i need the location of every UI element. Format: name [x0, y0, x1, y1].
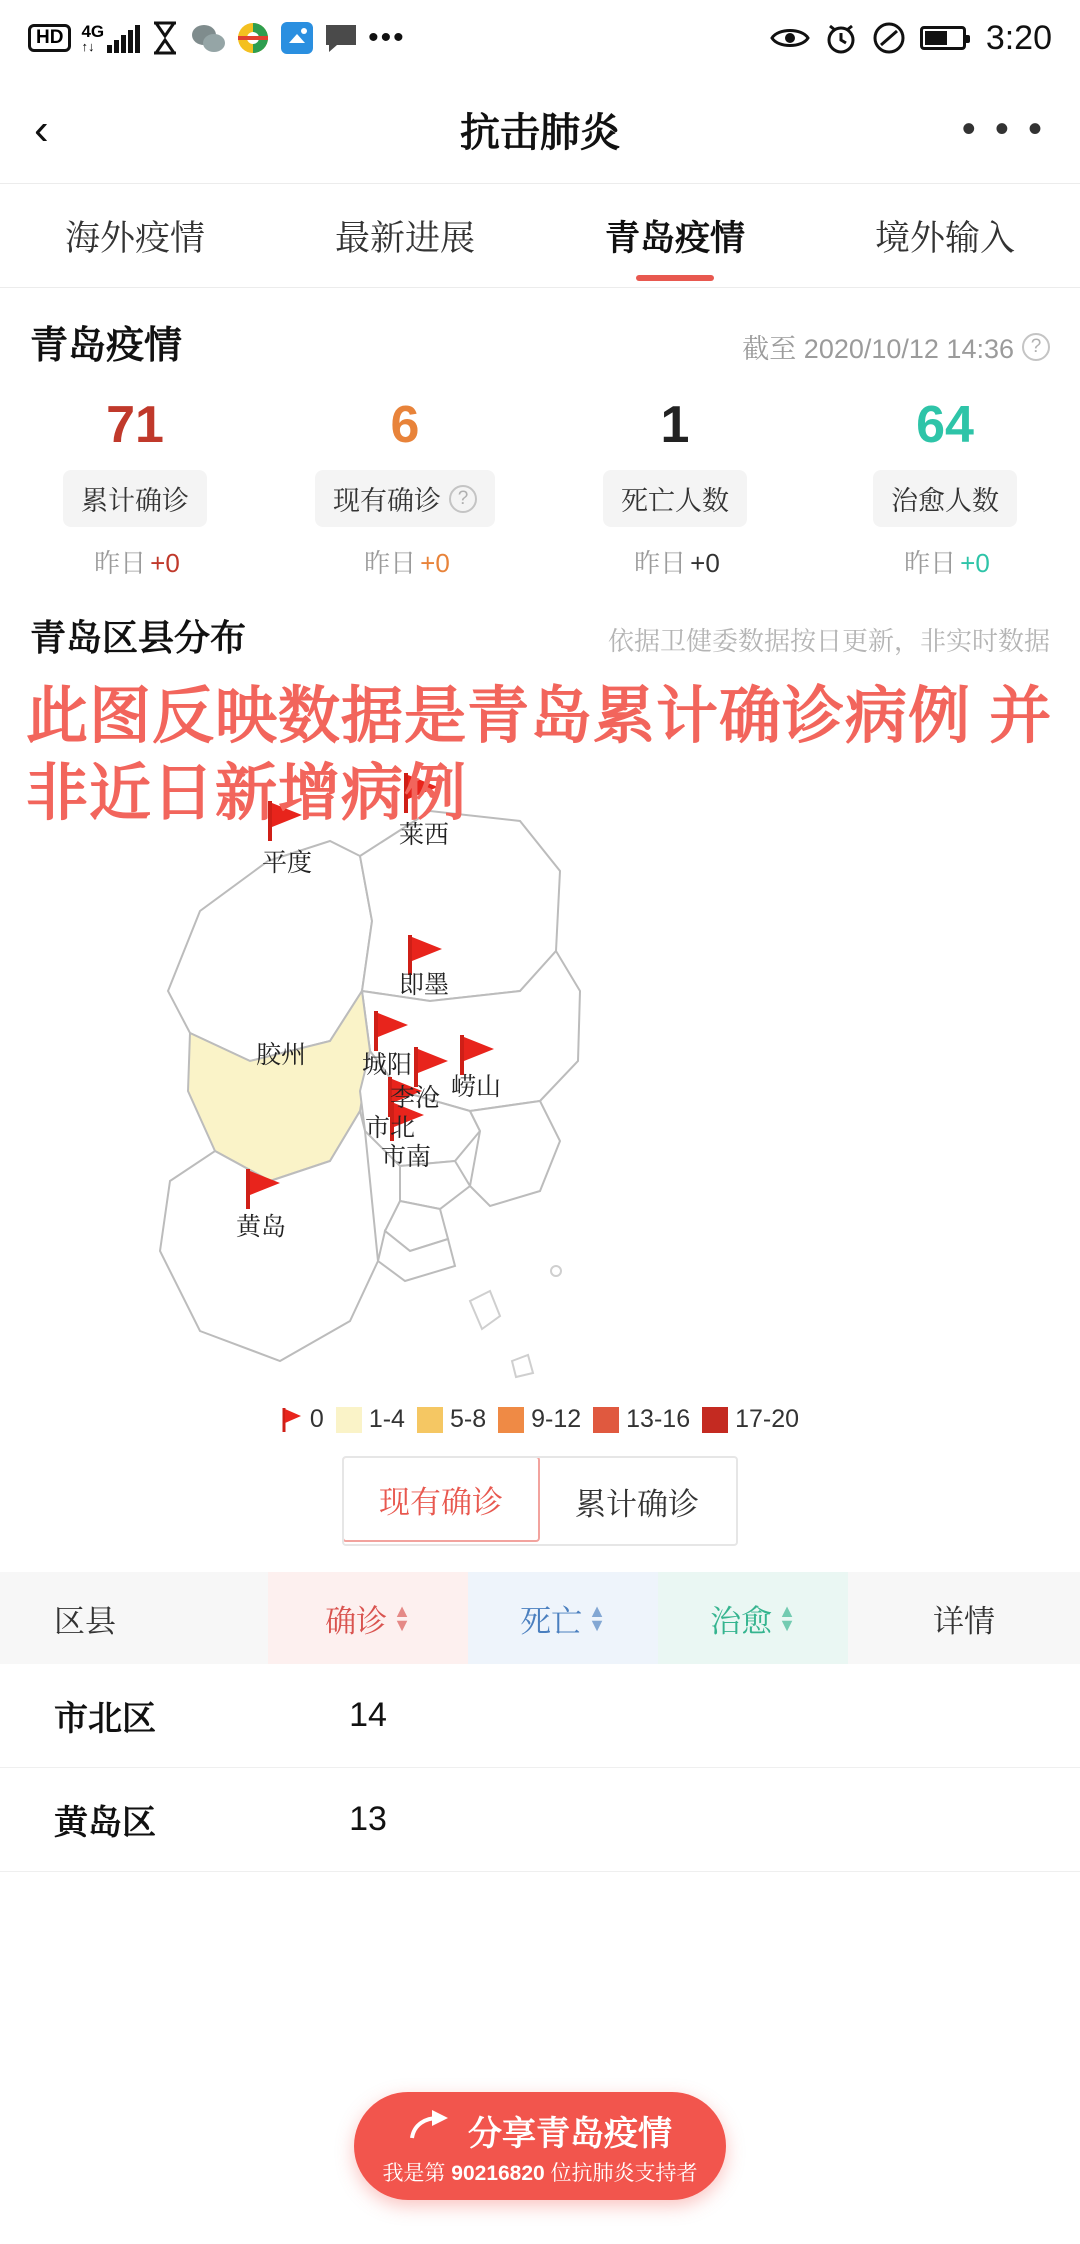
column-header-confirmed[interactable] [268, 1572, 468, 1664]
updated-text: 截至 2020/10/12 14:36 [742, 334, 1014, 364]
map-label-shinan: 市南 [380, 1143, 432, 1172]
stat-label-text: 治愈人数 [891, 486, 999, 517]
table-row[interactable] [0, 1664, 1080, 1768]
section-title: 青岛疫情 [30, 325, 183, 367]
more-dots-icon: ••• [368, 21, 406, 54]
cell-confirmed: 14 [349, 1696, 387, 1735]
map-legend [0, 1405, 1080, 1434]
tab-label: 最新进展 [334, 218, 475, 258]
district-table [0, 1572, 1080, 1872]
signal-updown: ↑↓ [81, 39, 95, 54]
alarm-clock-icon [824, 21, 858, 55]
wechat-icon [190, 22, 226, 54]
map-label-chengyang: 城阳 [361, 1051, 413, 1080]
app-icon [280, 21, 314, 55]
legend-swatch [417, 1407, 443, 1433]
table-row[interactable] [0, 1768, 1080, 1872]
map-label-huangdao: 黄岛 [235, 1213, 287, 1242]
more-options-button[interactable]: • • • [961, 107, 1046, 151]
legend-swatch [593, 1407, 619, 1433]
legend-label: 13-16 [626, 1405, 691, 1434]
stat-value: 64 [916, 396, 974, 454]
status-time: 3:20 [985, 18, 1052, 57]
stat-label [603, 470, 747, 527]
browser-icon [236, 21, 270, 55]
stat-label [63, 470, 207, 527]
map-note: 依据卫健委数据按日更新，非实时数据 [607, 626, 1050, 657]
tab-imported[interactable] [810, 184, 1080, 287]
toggle-current-confirmed[interactable]: 现有确诊 [342, 1456, 540, 1542]
column-header-cured[interactable] [658, 1572, 848, 1664]
header-label: 死亡 [520, 1603, 583, 1639]
delta-prefix: 昨日 [634, 548, 687, 579]
sort-icon[interactable]: ▲ ▼ [778, 1600, 796, 1636]
sort-icon[interactable]: ▲ ▼ [588, 1600, 606, 1636]
stats-row [0, 379, 1080, 596]
share-sub-prefix: 我是第 [382, 2161, 452, 2185]
delta-value: +0 [690, 548, 720, 579]
column-header-detail: 详情 [933, 1603, 995, 1639]
delta-value: +0 [420, 548, 450, 579]
tab-bar [0, 184, 1080, 288]
map-label-jiaozhou: 胶州 [255, 1041, 307, 1070]
legend-swatch [702, 1407, 728, 1433]
map-label-laixi: 莱西 [398, 821, 450, 850]
stat-deaths [540, 397, 810, 580]
map-label-jimo: 即墨 [398, 971, 450, 1000]
signal-label: 4G [81, 22, 105, 41]
message-icon [324, 22, 358, 54]
cell-district: 黄岛区 [54, 1804, 156, 1843]
signal-bars-icon [107, 25, 140, 53]
nav-bar [0, 76, 1080, 184]
map-container[interactable] [0, 661, 1080, 1401]
legend-label: 0 [309, 1405, 324, 1434]
help-icon[interactable]: ? [1022, 333, 1050, 361]
map-mode-toggle[interactable] [342, 1456, 738, 1546]
legend-item-3 [498, 1405, 581, 1434]
stat-label [873, 470, 1017, 527]
back-button[interactable]: ‹ [34, 104, 49, 154]
legend-item-1 [336, 1405, 405, 1434]
table-header-row [0, 1572, 1080, 1664]
tab-latest[interactable] [270, 184, 540, 287]
map-flag-huangdao[interactable] [242, 1167, 284, 1211]
stat-current-confirmed [270, 397, 540, 580]
delta-prefix: 昨日 [904, 548, 957, 579]
share-sub-suffix: 位抗肺炎支持者 [544, 2161, 698, 2185]
delta-prefix: 昨日 [94, 548, 147, 579]
map-header [0, 596, 1080, 661]
stat-delta [540, 543, 810, 580]
stat-total-confirmed [0, 397, 270, 580]
hourglass-icon [150, 21, 180, 55]
cell-confirmed: 13 [349, 1800, 387, 1839]
legend-item-2 [417, 1405, 486, 1434]
legend-item-0 [281, 1405, 324, 1434]
legend-label: 5-8 [449, 1405, 487, 1434]
header-label: 治愈 [710, 1603, 773, 1639]
delta-prefix: 昨日 [364, 548, 417, 579]
map-mode-toggle-row [0, 1456, 1080, 1546]
map-label-licang: 李沧 [389, 1084, 441, 1113]
stat-delta [810, 543, 1080, 580]
stat-label-text: 现有确诊 [333, 486, 441, 517]
share-label: 分享青岛疫情 [468, 2114, 672, 2153]
column-header-district: 区县 [54, 1603, 116, 1639]
stat-delta [0, 543, 270, 580]
stat-cured [810, 397, 1080, 580]
battery-icon [920, 26, 966, 50]
hd-badge: HD [28, 24, 71, 53]
status-bar [0, 0, 1080, 76]
map-title: 青岛区县分布 [30, 617, 247, 659]
legend-label: 1-4 [368, 1405, 405, 1434]
toggle-total-confirmed[interactable]: 累计确诊 [575, 1486, 699, 1522]
eye-icon [770, 24, 810, 52]
map-warning-overlay: 此图反映数据是青岛累计确诊病例 并非近日新增病例 [26, 682, 1053, 829]
share-main-row [408, 2106, 672, 2155]
share-icon [408, 2106, 452, 2155]
legend-label: 17-20 [735, 1405, 800, 1434]
stat-value: 1 [660, 396, 690, 454]
tab-label: 海外疫情 [64, 218, 205, 258]
section-updated [742, 327, 1050, 366]
share-supporter-text [382, 2157, 697, 2187]
status-bar-right [770, 19, 1052, 58]
stat-label [315, 470, 495, 527]
legend-swatch [336, 1407, 362, 1433]
header-label: 确诊 [325, 1603, 388, 1639]
stat-label-text: 累计确诊 [81, 486, 189, 517]
delta-value: +0 [960, 548, 990, 579]
stat-delta [270, 543, 540, 580]
dnd-icon [872, 21, 906, 55]
share-sub-number: 90216820 [451, 2161, 545, 2185]
tab-qingdao[interactable] [540, 184, 810, 287]
sort-icon[interactable]: ▲ ▼ [393, 1600, 411, 1636]
map-label-laoshan: 崂山 [450, 1073, 502, 1102]
signal-4g-icon [81, 23, 140, 53]
stat-value: 6 [390, 396, 420, 454]
stat-label-text: 死亡人数 [621, 486, 729, 517]
help-icon[interactable]: ? [449, 485, 477, 513]
cell-district: 市北区 [54, 1700, 156, 1739]
map-label-pingdu: 平度 [261, 849, 313, 878]
legend-item-4 [593, 1405, 690, 1434]
tab-label: 境外输入 [874, 218, 1015, 258]
map-label-shibei: 市北 [364, 1114, 416, 1143]
status-bar-left [28, 21, 406, 55]
flag-icon [281, 1407, 303, 1433]
tab-overseas[interactable] [0, 184, 270, 287]
delta-value: +0 [150, 548, 180, 579]
legend-item-5 [702, 1405, 799, 1434]
share-button[interactable] [354, 2092, 726, 2200]
page-title: 抗击肺炎 [460, 111, 620, 155]
stat-value: 71 [106, 396, 164, 454]
legend-swatch [498, 1407, 524, 1433]
legend-label: 9-12 [531, 1405, 582, 1434]
tab-label: 青岛疫情 [604, 218, 745, 258]
column-header-deaths[interactable] [468, 1572, 658, 1664]
section-header [0, 288, 1080, 379]
